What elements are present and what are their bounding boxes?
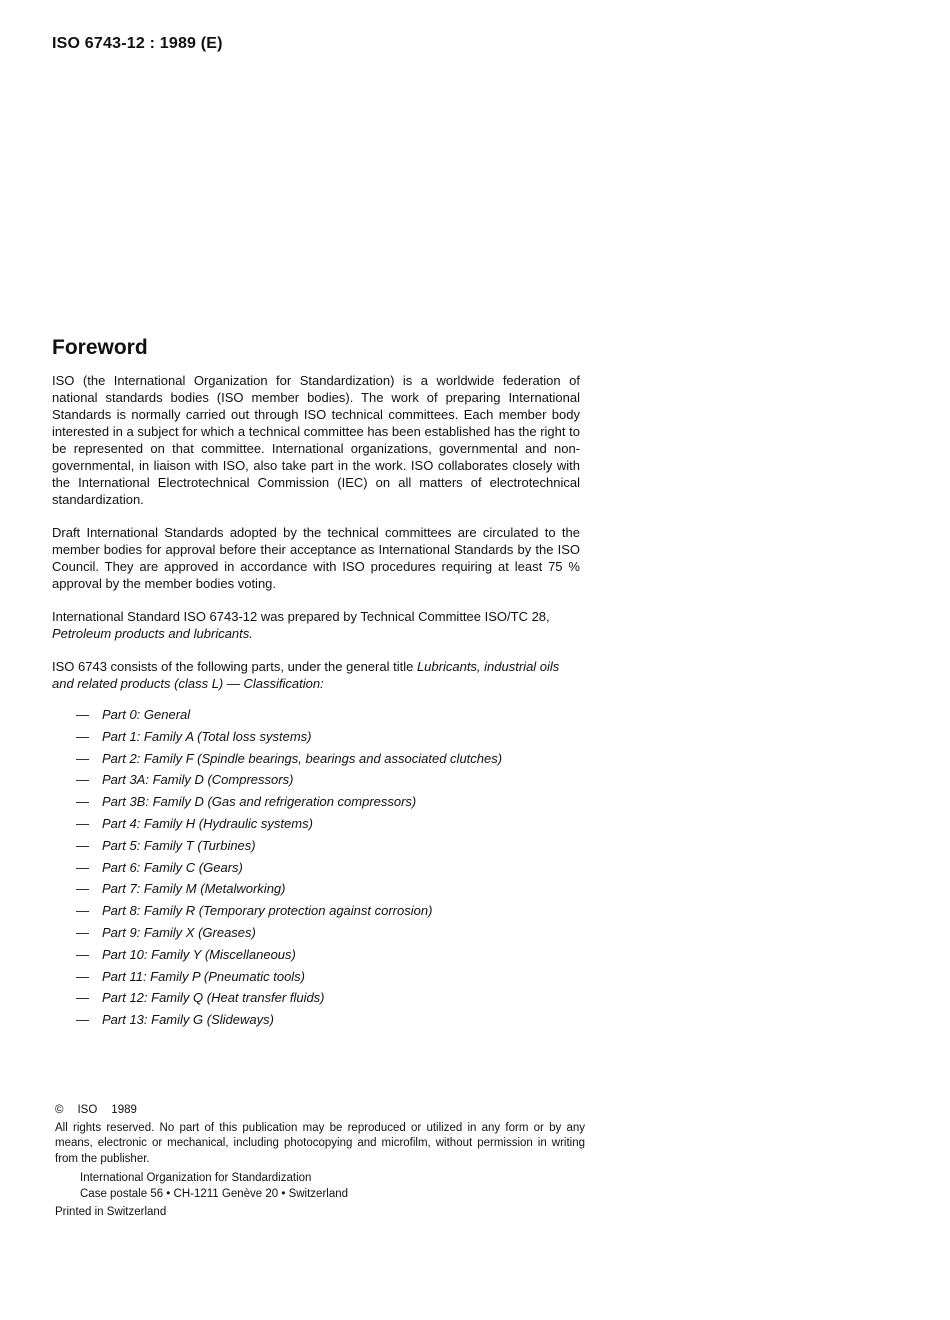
printed-in: Printed in Switzerland <box>55 1206 167 1218</box>
list-item: — Part 0: General <box>76 707 191 722</box>
list-item: — Part 2: Family F (Spindle bearings, bearings and associated clutches) <box>76 750 503 766</box>
committee-title: Petroleum products and lubricants. <box>52 626 253 641</box>
list-item: — Part 9: Family X (Greases) <box>76 924 256 940</box>
foreword-paragraph-2: Draft International Standards adopted by the technical committees are circulated to the member bodies for approval before their acceptance as International Standards by the ISO Council. They are approved in accordance with ISO procedures requiring at least 75 % approval by the member bodies voting. <box>52 525 580 591</box>
list-item: — Part 10: Family Y (Miscellaneous) <box>76 946 296 962</box>
general-title: Lubricants, industrial oils and related products (class L) — Classification: <box>52 659 560 691</box>
list-item: — Part 13: Family G (Slideways) <box>76 1012 274 1028</box>
copyright-year: 1989 <box>111 1104 137 1116</box>
foreword-body <box>52 372 580 1031</box>
foreword-paragraph-3 <box>52 608 580 642</box>
foreword-paragraph-4 <box>52 658 580 692</box>
publisher-address: Case postale 56 • CH-1211 Genève 20 • Switzerland <box>80 1187 349 1200</box>
parts-list <box>52 704 580 1031</box>
document-header: ISO 6743-12 : 1989 (E) <box>52 35 223 52</box>
list-item: — Part 4: Family H (Hydraulic systems) <box>76 815 313 831</box>
list-item: — Part 6: Family C (Gears) <box>76 859 243 875</box>
foreword-paragraph-1: ISO (the International Organization for Standardization) is a worldwide federation of national standards bodies (ISO member bodies). The work of preparing International Standards is normally carried out through ISO technical committees. Each member body interested in a subject for which a technical committee has been established has the right to be represented on that committee. International organizations, governmental and non-governmental, in liaison with ISO, also take part in the work. ISO collaborates closely with the International Electrotechnical Commission (IEC) on all matters of electrotechnical standardization. <box>52 373 580 507</box>
paragraph-3-text: International Standard ISO 6743-12 was prepared by Technical Committee ISO/TC 28, <box>52 609 550 624</box>
list-item: — Part 3A: Family D (Compressors) <box>76 772 294 788</box>
list-item: — Part 8: Family R (Temporary protection against corrosion) <box>76 903 433 919</box>
list-item: — Part 12: Family Q (Heat transfer fluids) <box>76 990 325 1006</box>
list-item: — Part 11: Family P (Pneumatic tools) <box>76 968 306 984</box>
rights-statement: All rights reserved. No part of this publication may be reproduced or utilized in any form or by any means, electronic or mechanical, including photocopying and microfilm, without permission in writing from the publisher. <box>55 1121 585 1165</box>
copyright-line <box>55 1103 585 1119</box>
copyright-notice <box>55 1103 585 1221</box>
list-item: — Part 3B: Family D (Gas and refrigeration compressors) <box>76 794 417 810</box>
list-item: — Part 1: Family A (Total loss systems) <box>76 728 312 744</box>
copyright-org: ISO <box>77 1104 98 1116</box>
copyright-symbol: © <box>55 1104 64 1116</box>
list-item: — Part 7: Family M (Metalworking) <box>76 881 286 897</box>
foreword-title: Foreword <box>52 336 148 359</box>
list-item: — Part 5: Family T (Turbines) <box>76 837 256 853</box>
publisher-name: International Organization for Standardization <box>80 1172 312 1184</box>
paragraph-4-text: ISO 6743 consists of the following parts, under the general title <box>52 659 414 674</box>
